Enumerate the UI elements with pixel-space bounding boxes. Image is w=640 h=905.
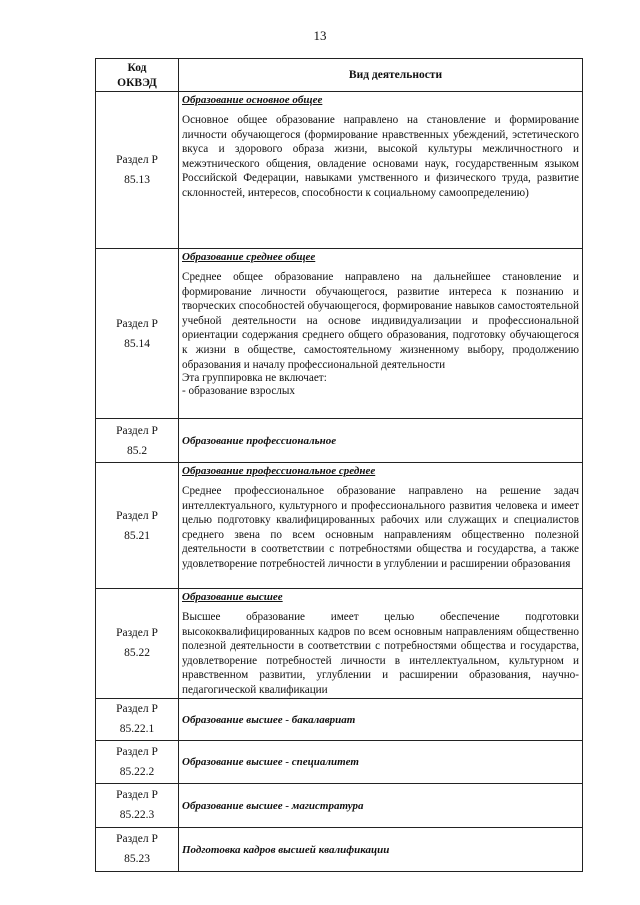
activity-cell [179,463,583,589]
table-header-row [96,59,583,92]
activity-column-header: Вид деятельности [179,59,583,92]
okved-code: Раздел Р 85.21 [96,463,179,589]
okved-code: Раздел Р 85.23 [96,827,179,871]
activity-title: Образование высшее - бакалавриат [182,713,356,726]
table-row [96,92,583,249]
activity-title: Образование профессиональное среднее [182,465,376,477]
activity-cell [179,249,583,419]
okved-code: Раздел Р 85.13 [96,92,179,249]
activity-title: Образование основное общее [182,94,323,106]
okved-code: Раздел Р 85.22.1 [96,698,179,740]
activity-title: Подготовка кадров высшей квалификации [182,843,390,856]
table-row [96,783,583,827]
table-row [96,419,583,463]
okved-code: Раздел Р 85.2 [96,419,179,463]
okved-code: Раздел Р 85.22.2 [96,740,179,783]
okved-code: Раздел Р 85.14 [96,249,179,419]
activity-title: Образование профессиональное [182,435,337,447]
activity-cell [179,589,583,699]
activity-cell [179,827,583,871]
code-column-header: Код ОКВЭД [96,59,179,92]
table-row [96,463,583,589]
table-row [96,827,583,871]
activity-cell [179,698,583,740]
activity-description: Среднее профессиональное образование направлено на решение задач интеллектуального, культурного и профессионального развития человека и имеет целью подготовку квалифицированных рабочих или служащих и специалистов среднего звена по всем основным направлениям общественно полезной деятельности в соответствии с потребностями общества и государства, а также удовлетворение потребностей личности в углублении и расширении образования [182,485,579,570]
table-row [96,698,583,740]
exclusion-item: - образование взрослых [182,385,295,398]
okved-code: Раздел Р 85.22 [96,589,179,699]
activity-description: Высшее образование имеет целью обеспечение подготовки высококвалифицированных кадров по всем основным направлениям общественно полезной деятельности в соответствии с потребностями общества и государства, удовлетворение потребностей личности в интеллектуальном, культурном и нравственном развитии, углублении и расширении образования, научно-педагогической квалификации [182,611,579,696]
table-row [96,249,583,419]
okved-table [95,58,583,872]
activity-cell [179,783,583,827]
page-number: 13 [313,28,327,43]
exclusion-note: Эта группировка не включает: [182,372,327,385]
activity-cell [179,419,583,463]
activity-title: Образование высшее [182,591,283,603]
activity-description: Среднее общее образование направлено на дальнейшее становление и формирование личности обучающегося, развитие интереса к познанию и творческих способностей обучающегося, формирование навыков самостоятельной учебной деятельности на основе индивидуализации и профессиональной ориентации содержания среднего общего образования, подготовку обучающегося к жизни в обществе, самостоятельному жизненному выбору, продолжению образования и началу профессиональной деятельности [182,271,579,371]
activity-title: Образование высшее - магистратура [182,799,364,812]
okved-code: Раздел Р 85.22.3 [96,783,179,827]
table-row [96,740,583,783]
activity-cell [179,92,583,249]
activity-cell [179,740,583,783]
activity-title: Образование среднее общее [182,251,316,263]
activity-title: Образование высшее - специалитет [182,756,359,769]
table-row [96,589,583,699]
activity-description: Основное общее образование направлено на становление и формирование личности обучающегося (формирование нравственных убеждений, эстетического вкуса и здорового образа жизни, высокой культуры межличностного и межэтнического общения, овладение основами наук, государственным языком Российской Федерации, навыками умственного и физического труда, развитие склонностей, интересов, способности к социальному самоопределению) [182,114,579,199]
